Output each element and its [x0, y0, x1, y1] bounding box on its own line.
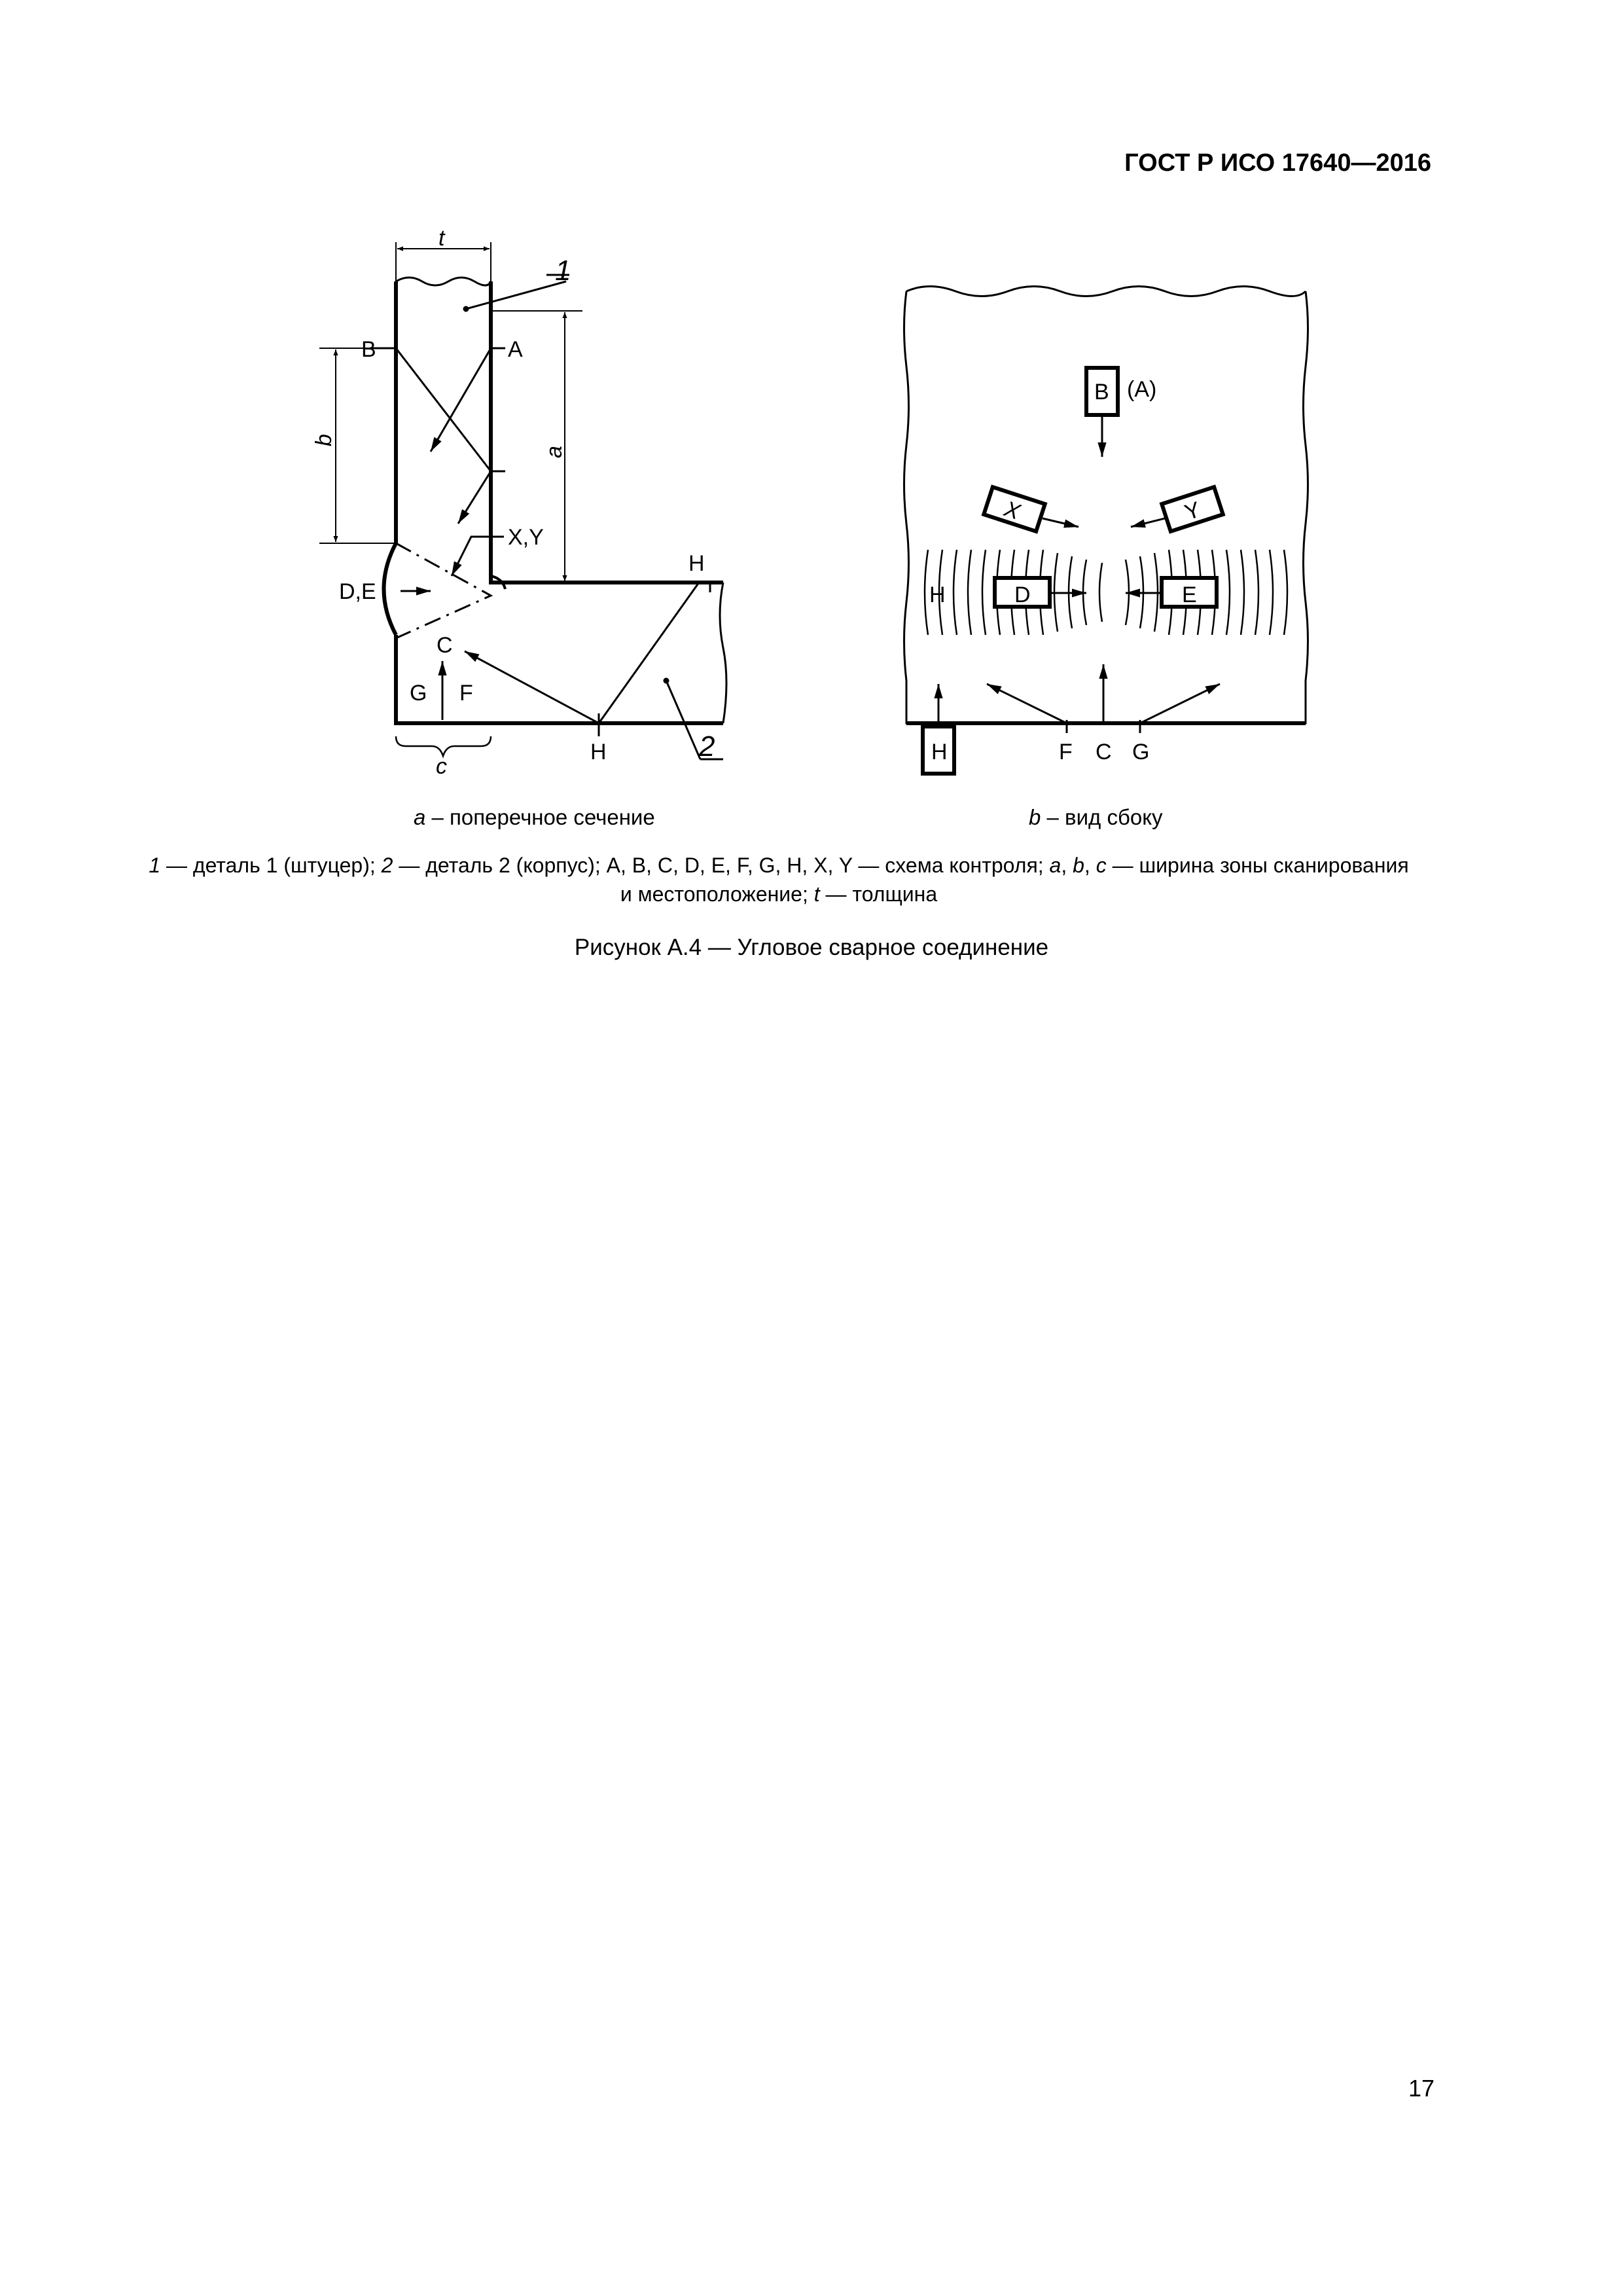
label-probe-c: C	[437, 633, 453, 658]
side-view-labels	[929, 377, 1204, 764]
beam-path-h	[599, 583, 699, 723]
cross-section-labels	[312, 226, 715, 779]
label-probe-a: A	[508, 337, 523, 362]
beam-path-c	[465, 651, 599, 723]
label-side-a-paren: (A)	[1127, 377, 1157, 402]
label-probe-f: F	[459, 681, 473, 706]
label-a: a	[542, 446, 567, 458]
beam-path-a	[431, 348, 491, 452]
shell-wavy-edge	[720, 583, 726, 723]
page-number: 17	[1408, 2075, 1435, 2102]
subcaption-b: b – вид сбоку	[1029, 805, 1163, 829]
label-side-h-box: H	[931, 740, 948, 764]
label-side-g: G	[1132, 740, 1150, 764]
beam-path-b	[396, 348, 491, 471]
document-standard-header: ГОСТ Р ИСО 17640—2016	[1124, 149, 1431, 177]
weld-bead	[384, 543, 397, 635]
subcaption-a: a – поперечное сечение	[414, 805, 655, 829]
figure-legend: 1 — деталь 1 (штуцер); 2 — деталь 2 (корпус); A, B, C, D, E, F, G, H, X, Y — схема контроля; a, b, c — ширина зоны сканирования и местоположение; t — толщина	[149, 853, 1409, 906]
label-t: t	[438, 226, 445, 251]
nozzle-wavy-top	[396, 278, 491, 285]
label-side-f: F	[1059, 740, 1073, 764]
label-c: c	[436, 754, 447, 779]
label-side-x: X	[1001, 496, 1024, 525]
beam-path-b-reflect	[458, 471, 491, 524]
label-side-y: Y	[1181, 497, 1204, 526]
side-view-outline	[904, 291, 1308, 723]
figure-a4	[0, 0, 1623, 851]
label-probe-h-bottom: H	[590, 740, 607, 764]
label-part-2: 2	[699, 730, 715, 762]
label-side-b: B	[1094, 380, 1109, 404]
label-probe-de: D,E	[339, 579, 376, 604]
leader-xy	[452, 537, 504, 576]
label-side-h-left: H	[929, 583, 946, 607]
side-view-wavy-top	[906, 287, 1306, 296]
label-probe-xy: X,Y	[508, 525, 544, 550]
figure-caption: Рисунок А.4 — Угловое сварное соединение	[574, 935, 1049, 960]
label-part-1: 1	[555, 255, 571, 287]
label-probe-b: B	[361, 337, 376, 362]
label-probe-h-top: H	[688, 551, 705, 576]
label-probe-g: G	[410, 681, 427, 706]
label-b: b	[312, 434, 336, 446]
label-side-e: E	[1182, 583, 1197, 607]
side-view	[904, 287, 1308, 774]
cross-section-view	[319, 242, 726, 759]
brace-c	[396, 736, 491, 756]
label-side-d: D	[1014, 583, 1031, 607]
label-side-c: C	[1096, 740, 1112, 764]
